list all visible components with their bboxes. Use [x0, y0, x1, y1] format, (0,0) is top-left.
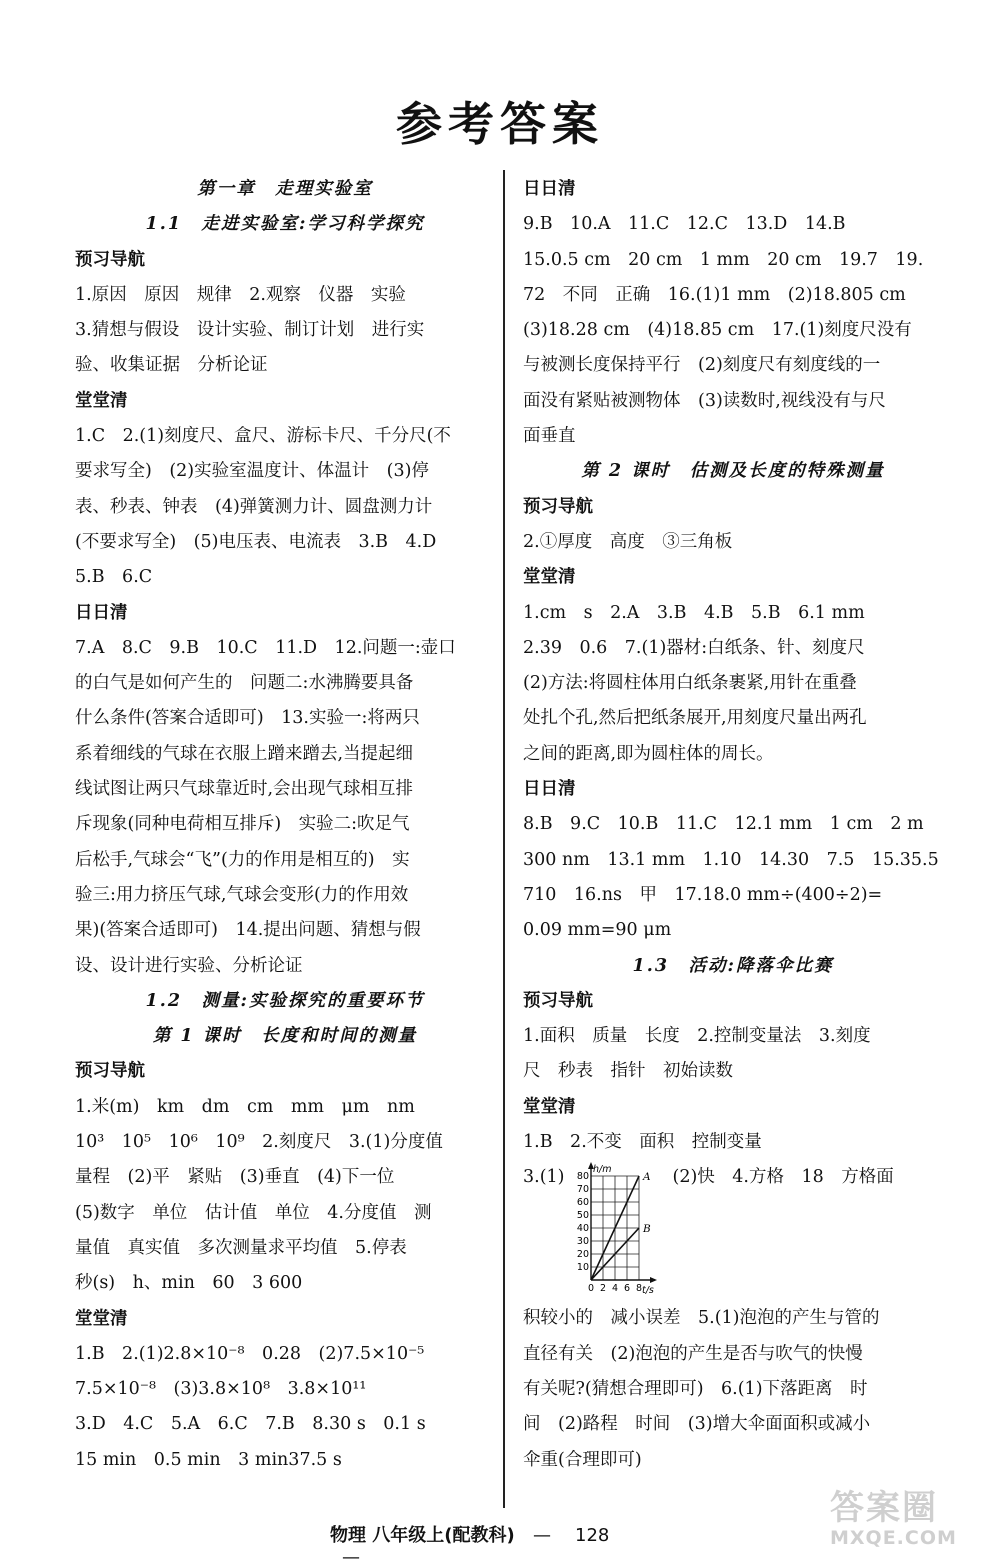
x-tick-label: 4 — [611, 1283, 618, 1295]
y-tick-label: 50 — [576, 1210, 589, 1222]
answer-line: 斥现象(同种电荷相互排斥) 实验二:吹足气 — [75, 814, 410, 835]
y-tick-label: 30 — [576, 1236, 589, 1248]
answer-line: 线试图让两只气球靠近时,会出现气球相互排 — [75, 779, 414, 800]
answer-line: 1.cm s 2.A 3.B 4.B 5.B 6.1 mm — [523, 602, 865, 623]
answer-line: 1.米(m) km dm cm mm μm nm — [75, 1096, 415, 1117]
answer-line: 1.面积 质量 长度 2.控制变量法 3.刻度 — [523, 1026, 871, 1047]
footer-subject: 物理 — [330, 1525, 366, 1546]
answer-line: 表、秒表、钟表 (4)弹簧测力计、圆盘测力计 — [75, 496, 433, 517]
answer-line: 验三:用力挤压气球,气球会变形(力的作用效 — [75, 884, 409, 905]
answer-line: 间 (2)路程 时间 (3)增大伞面面积或减小 — [523, 1414, 871, 1435]
answer-line: 1.B 2.(1)2.8×10⁻⁸ 0.28 (2)7.5×10⁻⁵ — [75, 1343, 425, 1364]
answer-line: 秒(s) h、min 60 3 600 — [75, 1273, 303, 1294]
y-axis-label: h/m — [592, 1164, 611, 1176]
answer-line: 15.0.5 cm 20 cm 1 mm 20 cm 19.7 19. — [523, 249, 924, 270]
y-tick-label: 70 — [576, 1184, 589, 1196]
series-label-A: A — [642, 1171, 651, 1184]
label-in-class: 堂堂清 — [75, 390, 128, 411]
column-divider — [503, 170, 505, 1508]
answer-line: 之间的距离,即为圆柱体的周长。 — [523, 743, 774, 764]
answer-line: 面垂直 — [523, 426, 576, 447]
page-title: 参考答案 — [396, 97, 604, 151]
answer-fragment: (2)快 4.方格 18 方格面 — [672, 1167, 894, 1188]
answer-line: 积较小的 减小误差 5.(1)泡泡的产生与管的 — [523, 1308, 880, 1329]
answer-line: 量程 (2)平 紧贴 (3)垂直 (4)下一位 — [75, 1167, 395, 1188]
answer-line: 要求写全) (2)实验室温度计、体温计 (3)停 — [75, 461, 429, 482]
footer-dash: — — [342, 1547, 360, 1568]
footer-dash: — — [533, 1525, 552, 1546]
answer-line: 尺 秒表 指针 初始读数 — [523, 1061, 733, 1082]
answer-line: 量值 真实值 多次测量求平均值 5.停表 — [75, 1237, 407, 1258]
x-axis-label: t/s — [641, 1285, 654, 1297]
answer-line: 有关呢?(猜想合理即可) 6.(1)下落距离 时 — [523, 1378, 868, 1399]
label-in-class: 堂堂清 — [523, 567, 576, 588]
section-heading-1-1: 1.1 走进实验室:学习科学探究 — [145, 214, 425, 235]
answer-line: 系着细线的气球在衣服上蹭来蹭去,当提起细 — [75, 743, 414, 764]
x-tick-label: 8 — [635, 1283, 642, 1295]
label-in-class: 堂堂清 — [523, 1096, 576, 1117]
x-axis-arrow — [650, 1277, 657, 1283]
label-daily: 日日清 — [523, 179, 576, 199]
answer-line: 10³ 10⁵ 10⁶ 10⁹ 2.刻度尺 3.(1)分度值 — [75, 1132, 443, 1153]
y-tick-label: 60 — [576, 1197, 589, 1209]
answer-line: 300 nm 13.1 mm 1.10 14.30 7.5 15.35.5 — [523, 849, 939, 870]
section-heading-1-3: 1.3 活动:降落伞比赛 — [632, 955, 834, 976]
answer-line: 伞重(合理即可) — [523, 1449, 642, 1470]
watermark — [830, 1488, 980, 1548]
right-column — [523, 172, 943, 1478]
y-tick-label: 20 — [576, 1249, 589, 1261]
answer-line: 3.D 4.C 5.A 6.C 7.B 8.30 s 0.1 s — [75, 1414, 426, 1435]
watermark-url: MXQE.COM — [830, 1527, 957, 1549]
answer-line: 与被测长度保持平行 (2)刻度尺有刻度线的一 — [523, 355, 881, 376]
answer-line: 72 不同 正确 16.(1)1 mm (2)18.805 cm — [523, 284, 906, 305]
answer-line: 9.B 10.A 11.C 12.C 13.D 14.B — [523, 214, 846, 235]
height-time-graph — [571, 1162, 663, 1300]
lesson-heading-1: 第 1 课时 长度和时间的测量 — [152, 1026, 418, 1047]
page-number: 128 — [575, 1525, 610, 1546]
answer-line: 1.B 2.不变 面积 控制变量 — [523, 1132, 762, 1153]
lesson-heading-2: 第 2 课时 估测及长度的特殊测量 — [581, 461, 885, 482]
label-daily: 日日清 — [75, 602, 128, 623]
left-column — [75, 172, 495, 1478]
y-tick-label: 40 — [576, 1223, 589, 1235]
answer-line: 0.09 mm=90 μm — [523, 920, 672, 941]
answer-line: 果)(答案合适即可) 14.提出问题、猜想与假 — [75, 920, 421, 941]
answer-line-with-chart — [523, 1160, 943, 1301]
section-heading-1-2: 1.2 测量:实验探究的重要环节 — [145, 990, 425, 1011]
answer-line: (3)18.28 cm (4)18.85 cm 17.(1)刻度尺没有 — [523, 320, 912, 341]
series-label-B: B — [642, 1223, 651, 1236]
label-preview: 预习导航 — [523, 990, 593, 1011]
answer-line: 后松手,气球会“飞”(力的作用是相互的) 实 — [75, 849, 410, 870]
answer-line: 710 16.ns 甲 17.18.0 mm÷(400÷2)= — [523, 884, 883, 905]
answer-fragment: 3.(1) — [523, 1167, 565, 1188]
answer-line: 7.5×10⁻⁸ (3)3.8×10⁸ 3.8×10¹¹ — [75, 1379, 367, 1400]
answer-line: 什么条件(答案合适即可) 13.实验一:将两只 — [75, 708, 420, 729]
x-tick-label: 2 — [599, 1283, 606, 1295]
watermark-text: 答案圈 — [830, 1488, 938, 1528]
label-in-class: 堂堂清 — [75, 1308, 128, 1329]
y-tick-label: 80 — [576, 1171, 589, 1183]
page-footer — [330, 1521, 630, 1568]
answer-line: (2)方法:将圆柱体用白纸条裹紧,用针在重叠 — [523, 673, 857, 694]
answer-line: 处扎个孔,然后把纸条展开,用刻度尺量出两孔 — [523, 708, 867, 729]
answer-line: 3.猜想与假设 设计实验、制订计划 进行实 — [75, 320, 425, 341]
answer-line: 2.39 0.6 7.(1)器材:白纸条、针、刻度尺 — [523, 637, 865, 658]
answer-line: 的白气是如何产生的 问题二:水沸腾要具备 — [75, 673, 414, 694]
chapter-heading: 第一章 走理实验室 — [197, 179, 373, 199]
x-tick-label: 6 — [623, 1283, 630, 1295]
answer-line: 验、收集证据 分析论证 — [75, 355, 268, 376]
answer-line: (5)数字 单位 估计值 单位 4.分度值 测 — [75, 1202, 432, 1223]
label-preview: 预习导航 — [523, 496, 593, 517]
label-daily: 日日清 — [523, 779, 576, 800]
y-tick-label: 10 — [576, 1262, 589, 1274]
answer-line: (不要求写全) (5)电压表、电流表 3.B 4.D — [75, 531, 437, 552]
answer-line: 1.原因 原因 规律 2.观察 仪器 实验 — [75, 284, 406, 305]
footer-grade: 八年级上(配教科) — [372, 1525, 515, 1546]
label-preview: 预习导航 — [75, 1061, 145, 1082]
answer-line: 2.①厚度 高度 ③三角板 — [523, 531, 733, 552]
answer-line: 15 min 0.5 min 3 min37.5 s — [75, 1449, 342, 1470]
x-tick-label: 0 — [587, 1283, 594, 1295]
answer-line: 设、设计进行实验、分析论证 — [75, 955, 303, 976]
answer-line: 8.B 9.C 10.B 11.C 12.1 mm 1 cm 2 m — [523, 814, 924, 835]
label-preview: 预习导航 — [75, 249, 145, 270]
answer-line: 7.A 8.C 9.B 10.C 11.D 12.问题一:壶口 — [75, 637, 456, 658]
answer-line: 面没有紧贴被测物体 (3)读数时,视线没有与尺 — [523, 390, 886, 411]
answer-line: 5.B 6.C — [75, 567, 153, 588]
answer-line: 直径有关 (2)泡泡的产生是否与吹气的快慢 — [523, 1343, 863, 1364]
answer-line: 1.C 2.(1)刻度尺、盒尺、游标卡尺、千分尺(不 — [75, 426, 451, 447]
